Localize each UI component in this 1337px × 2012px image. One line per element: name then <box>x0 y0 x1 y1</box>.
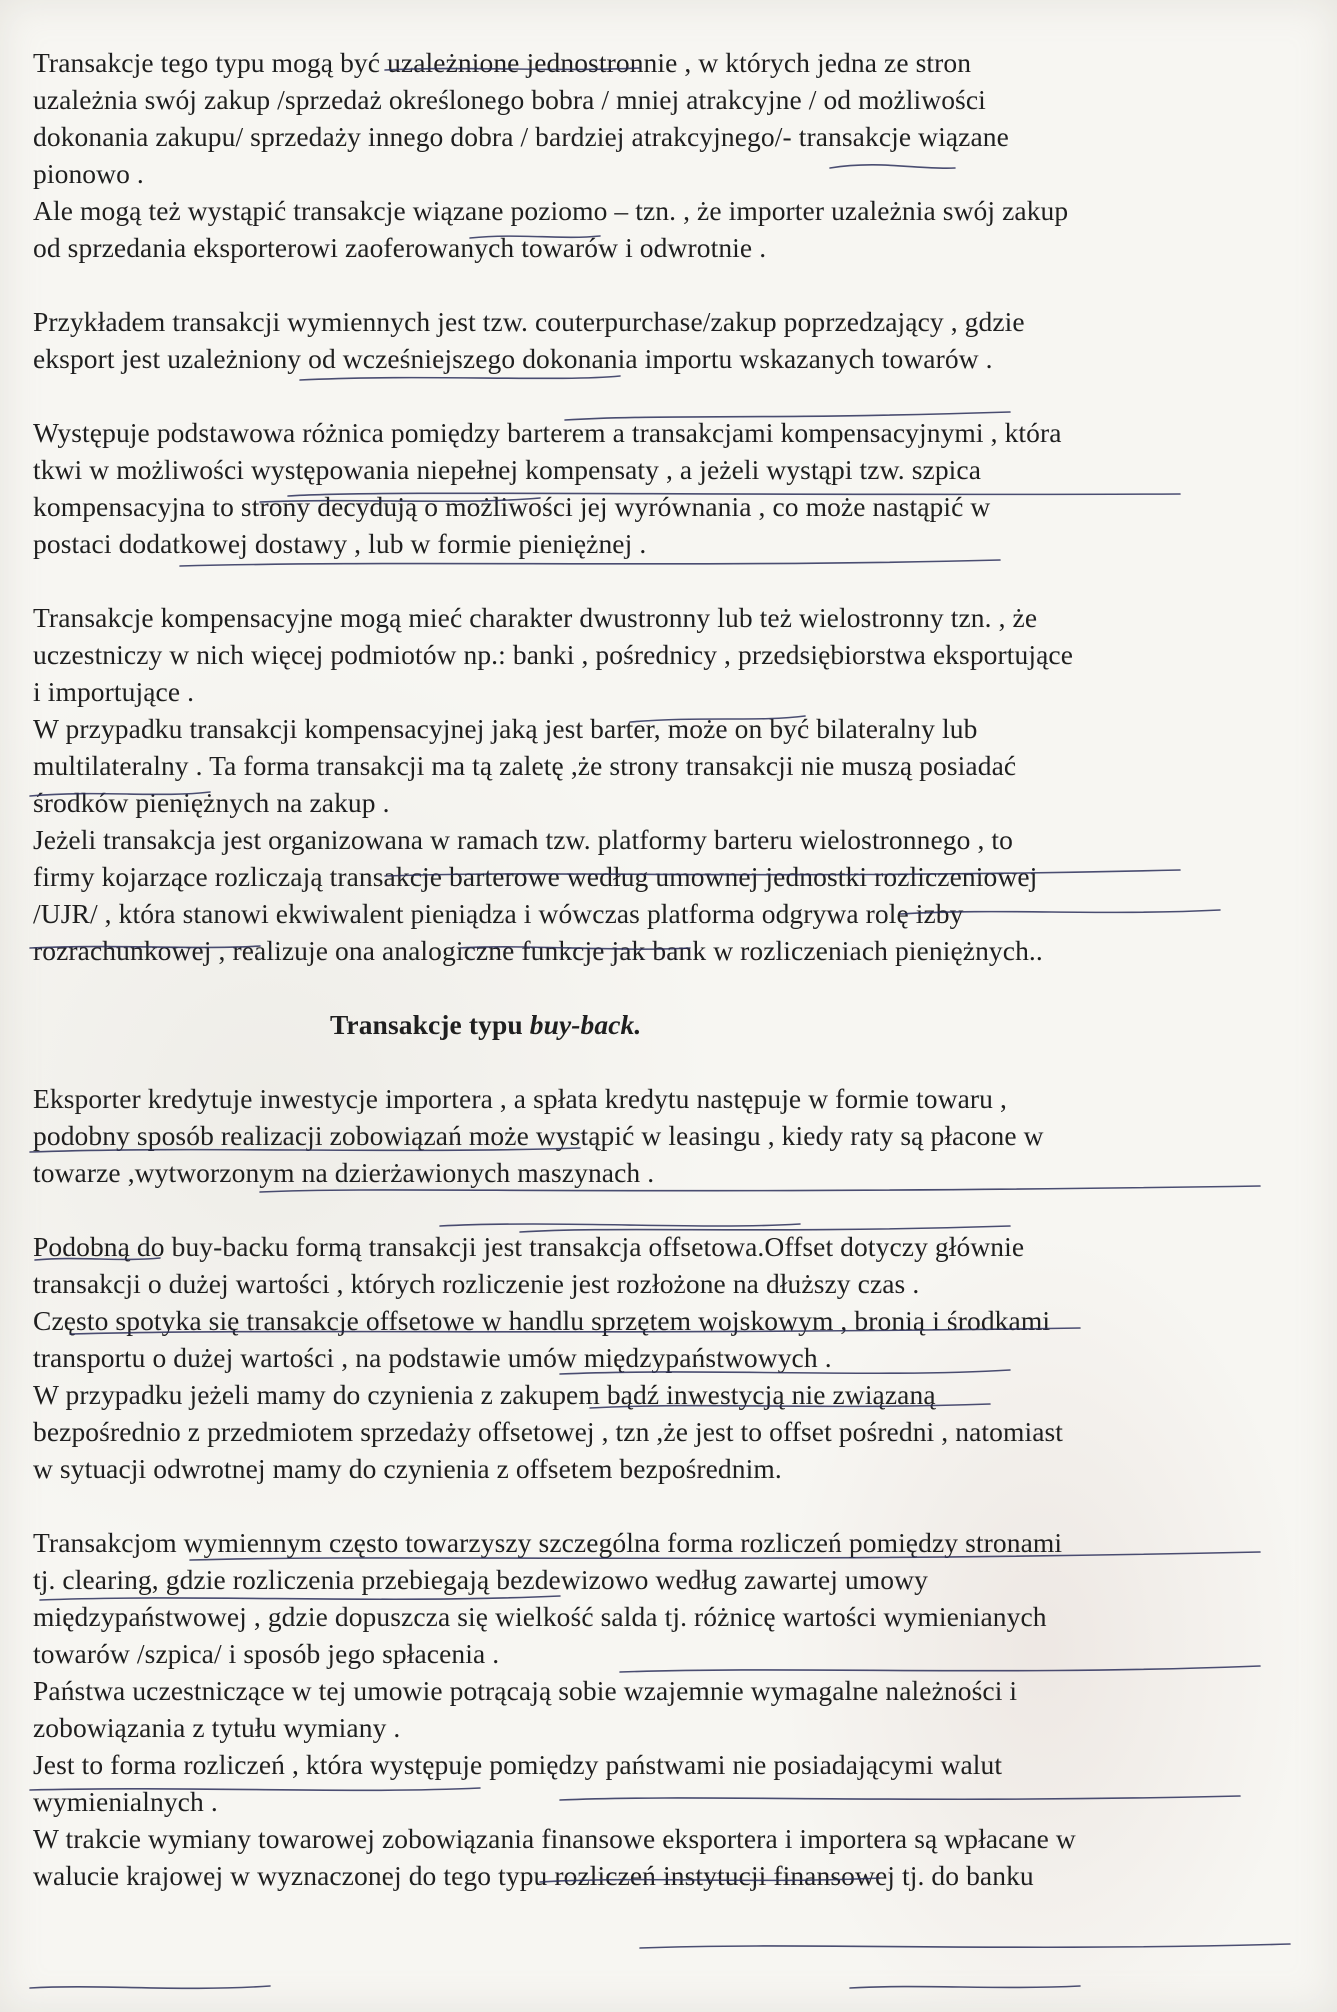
text-line: tkwi w możliwości występowania niepełnej kompensaty , a jeżeli wystąpi tzw. szpica <box>33 454 982 485</box>
text-line: transportu o dużej wartości , na podstawie umów międzypaństwowych . <box>33 1342 832 1373</box>
text-line: i importujące . <box>33 676 195 707</box>
text-line: Transakcje kompensacyjne mogą mieć charakter dwustronny lub też wielostronny tzn. , że <box>33 602 1038 633</box>
text-line: firmy kojarzące rozliczają transakcje barterowe według umownej jednostki rozliczeniowej <box>33 861 1038 892</box>
text-line: Często spotyka się transakcje offsetowe w handlu sprzętem wojskowym , bronią i środkami <box>33 1305 1051 1336</box>
text-line: w sytuacji odwrotnej mamy do czynienia z offsetem bezpośrednim. <box>33 1453 782 1484</box>
heading-emphasis: buy-back. <box>529 1009 642 1040</box>
text-line: postaci dodatkowej dostawy , lub w formie pieniężnej . <box>33 528 647 559</box>
text-line: uczestniczy w nich więcej podmiotów np.: banki , pośrednicy , przedsiębiorstwa eksportujące <box>33 639 1074 670</box>
heading-prefix: Transakcje typu <box>330 1009 530 1040</box>
text-line: międzypaństwowej , gdzie dopuszcza się wielkość salda tj. różnicę wartości wymienianych <box>33 1601 1047 1632</box>
text-line: walucie krajowej w wyznaczonej do tego typu rozliczeń instytucji finansowej tj. do banku <box>33 1860 1034 1891</box>
text-line: W trakcie wymiany towarowej zobowiązania finansowe eksportera i importera są wpłacane w <box>33 1823 1076 1854</box>
text-line: tj. clearing, gdzie rozliczenia przebiegają bezdewizowo według zawartej umowy <box>33 1564 928 1595</box>
text-line: bezpośrednio z przedmiotem sprzedaży offsetowej , tzn ,że jest to offset pośredni , natomiast <box>33 1416 1064 1447</box>
paragraph-gap <box>33 1487 1303 1524</box>
paragraph-gap <box>33 1043 1303 1080</box>
text-line: Przykładem transakcji wymiennych jest tzw. couterpurchase/zakup poprzedzający , gdzie <box>33 306 1025 337</box>
text-line: transakcji o dużej wartości , których rozliczenie jest rozłożone na dłuższy czas . <box>33 1268 920 1299</box>
text-line: towarze ,wytworzonym na dzierżawionych maszynach . <box>33 1157 655 1188</box>
text-line: podobny sposób realizacji zobowiązań może wystąpić w leasingu , kiedy raty są płacone w <box>33 1120 1044 1151</box>
text-line: Jeżeli transakcja jest organizowana w ramach tzw. platformy barteru wielostronnego , to <box>33 824 1014 855</box>
text-line: dokonania zakupu/ sprzedaży innego dobra / bardziej atrakcyjnego/- transakcje wiązane <box>33 121 1009 152</box>
text-line: /UJR/ , która stanowi ekwiwalent pieniądza i wówczas platforma odgrywa rolę izby <box>33 898 964 929</box>
text-line: Transakcje tego typu mogą być uzależnione jednostronnie , w których jedna ze stron <box>33 47 972 78</box>
text-line: środków pieniężnych na zakup . <box>33 787 390 818</box>
text-line: Występuje podstawowa różnica pomiędzy barterem a transakcjami kompensacyjnymi , która <box>33 417 1062 448</box>
paragraph-gap <box>33 377 1303 414</box>
text-line: Eksporter kredytuje inwestycje importera , a spłata kredytu następuje w formie towaru , <box>33 1083 1007 1114</box>
document-body <box>33 44 1303 1894</box>
text-line: Państwa uczestniczące w tej umowie potrącają sobie wzajemnie wymagalne należności i <box>33 1675 1018 1706</box>
text-line: Jest to forma rozliczeń , która występuje pomiędzy państwami nie posiadającymi walut <box>33 1749 1003 1780</box>
text-line: Transakcjom wymiennym często towarzyszy szczególna forma rozliczeń pomiędzy stronami <box>33 1527 1063 1558</box>
text-line: uzależnia swój zakup /sprzedaż określonego bobra / mniej atrakcyjne / od możliwości <box>33 84 986 115</box>
text-line: towarów /szpica/ i sposób jego spłacenia . <box>33 1638 500 1669</box>
text-line: wymienialnych . <box>33 1786 218 1817</box>
text-line: rozrachunkowej , realizuje ona analogiczne funkcje jak bank w rozliczeniach pieniężnych.. <box>33 935 1043 966</box>
text-line: zobowiązania z tytułu wymiany . <box>33 1712 401 1743</box>
paragraph-gap <box>33 1191 1303 1228</box>
text-line: W przypadku transakcji kompensacyjnej jaką jest barter, może on być bilateralny lub <box>33 713 978 744</box>
text-line: W przypadku jeżeli mamy do czynienia z zakupem bądź inwestycją nie związaną <box>33 1379 936 1410</box>
text-line: eksport jest uzależniony od wcześniejszego dokonania importu wskazanych towarów . <box>33 343 993 374</box>
text-line: kompensacyjna to strony decydują o możliwości jej wyrównania , co może nastąpić w <box>33 491 991 522</box>
paragraph-gap <box>33 562 1303 599</box>
text-line: od sprzedania eksporterowi zaoferowanych towarów i odwrotnie . <box>33 232 767 263</box>
paragraph-gap <box>33 969 1303 1006</box>
text-line: pionowo . <box>33 158 144 189</box>
paragraph-gap <box>33 266 1303 303</box>
text-line: Podobną do buy-backu formą transakcji jest transakcja offsetowa.Offset dotyczy głównie <box>33 1231 1025 1262</box>
text-line: Ale mogą też wystąpić transakcje wiązane poziomo – tzn. , że importer uzależnia swój zakup <box>33 195 1069 226</box>
section-heading <box>33 1006 1303 1043</box>
text-line: multilateralny . Ta forma transakcji ma tą zaletę ,że strony transakcji nie muszą posiadać <box>33 750 1017 781</box>
